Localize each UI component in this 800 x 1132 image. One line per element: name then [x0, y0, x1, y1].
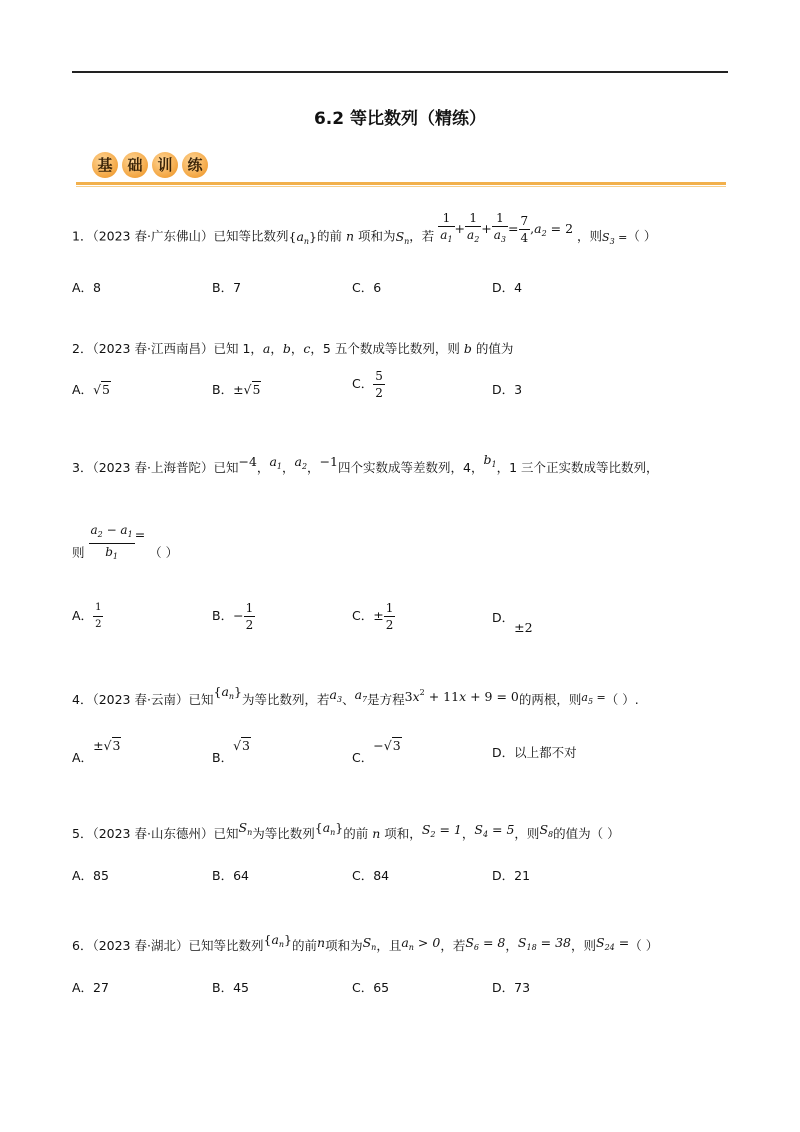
- question-text: 四个实数成等差数列，4，: [338, 460, 484, 475]
- math-var: b: [282, 341, 291, 356]
- math-sequence: $\{a_n\}$: [263, 932, 292, 949]
- math-term: −1: [319, 454, 338, 469]
- question-text: 已知 1，: [213, 341, 263, 356]
- question-2: [72, 339, 513, 357]
- question-text: ，: [270, 341, 283, 356]
- question-text: ，: [290, 341, 304, 356]
- question-number: 5．: [72, 826, 93, 841]
- option-d: D．21: [492, 868, 531, 883]
- question-source: （2023 春·广东佛山）: [92, 228, 214, 244]
- question-blank: （ ）.: [605, 692, 639, 707]
- banner-underline-thin: [76, 186, 726, 187]
- math-var: $a_2$: [294, 454, 308, 471]
- question-text: 已知: [188, 692, 214, 707]
- banner-char-3: 训: [152, 152, 178, 178]
- math-var: $a_5$ =: [581, 691, 606, 706]
- question-blank: （ ）: [629, 938, 659, 953]
- question-number: 3．: [72, 460, 93, 475]
- option-d: D．3: [492, 382, 523, 397]
- math-var: $S_n$: [362, 935, 377, 952]
- section-banner: [76, 150, 726, 186]
- math-equation: $3x^2 + 11x + 9 = 0$: [404, 688, 519, 704]
- question-number: 4．: [72, 692, 93, 707]
- math-fraction: $\frac{a_2 - a_1}{b_1}$: [90, 523, 133, 561]
- question-3: 3．（2023 春·上海普陀）已知−4，$a_1$，$a_2$，−1四个实数成等差数列，4，$b_1$，1 三个正实数成等比数列，: [72, 452, 659, 475]
- banner-underline: [76, 182, 726, 185]
- option-a: A．85: [72, 868, 109, 883]
- option-c: C． $\frac{5}{2}$: [352, 369, 383, 400]
- question-text: 为等比数列，若: [242, 692, 330, 707]
- math-var: $S_n$: [395, 228, 410, 246]
- question-text: 的前: [317, 228, 343, 244]
- math-term: −4: [238, 454, 257, 469]
- question-text: 是方程: [367, 692, 405, 707]
- page-title: 6.2 等比数列（精练）: [313, 109, 487, 129]
- option-c: C．6: [352, 280, 382, 295]
- question-text: 为等比数列: [252, 826, 315, 841]
- question-3-line2: 则 $\frac{a_2 - a_1}{b_1}$ = （ ）: [72, 522, 178, 565]
- question-number: 6．: [72, 938, 93, 953]
- question-text: ，则: [514, 826, 540, 841]
- option-d: D．4: [492, 280, 523, 295]
- question-text: 的前: [343, 826, 369, 841]
- question-text: 的前: [292, 938, 318, 953]
- question-source: （2023 春·山东德州）: [92, 826, 214, 841]
- math-equation: $\frac{1}{a_1}$ + $\frac{1}{a_2}$ + $\frac{1}{a_3}$ = $\frac{7}{4}$ $,a_2 = 2$: [440, 211, 574, 245]
- question-number: 2．: [72, 341, 93, 356]
- math-equation: $S_4 = 5$: [474, 822, 515, 839]
- header-rule: [72, 71, 728, 73]
- option-a: A． $\frac{1}{2}$: [72, 602, 102, 630]
- math-var: a: [262, 341, 271, 356]
- question-source: （2023 春·湖北）: [92, 938, 189, 953]
- question-text: 项和为: [325, 938, 363, 953]
- question-text: 的两根，则: [518, 692, 582, 707]
- question-blank: （ ）: [627, 228, 657, 244]
- question-text: ，且: [376, 938, 402, 953]
- question-text: ，则: [571, 938, 597, 953]
- question-blank: （ ）: [149, 545, 179, 560]
- math-equation: $S_{18} = 38$: [517, 935, 571, 952]
- question-number: 1．: [72, 228, 93, 244]
- option-c: C．65: [352, 980, 390, 995]
- question-1: [72, 211, 657, 256]
- question-text: ，1 三个正实数成等比数列，: [496, 460, 659, 475]
- option-a: A．±√3: [72, 738, 121, 765]
- option-b: B．7: [212, 280, 242, 295]
- math-var: $S_{24}$ =: [596, 935, 630, 952]
- option-c: C．84: [352, 868, 390, 883]
- math-var: n: [346, 228, 355, 244]
- math-var: c: [303, 341, 311, 356]
- question-text: 项和为: [358, 228, 396, 244]
- question-source: （2023 春·上海普陀）: [92, 460, 214, 475]
- math-var: $S_3$ =: [602, 230, 628, 246]
- math-var: b: [463, 341, 472, 356]
- math-var: $a_1$: [269, 454, 282, 471]
- option-d: D．±2: [492, 610, 533, 635]
- math-equation: $S_6 = 8$: [465, 935, 506, 952]
- question-text: ，若: [409, 228, 435, 244]
- math-var: $S_n$: [238, 820, 253, 837]
- banner-char-4: 练: [182, 152, 208, 178]
- option-a: A．8: [72, 280, 102, 295]
- banner-char-1: 基: [92, 152, 118, 178]
- math-var: $S_8$: [539, 822, 554, 839]
- option-c: C．± $\frac{1}{2}$: [352, 601, 394, 632]
- option-c: C．−√3: [352, 738, 401, 765]
- question-text: 项和，: [384, 826, 422, 841]
- question-6: 6．（2023 春·湖北）已知等比数列$\{a_n\}$的前n项和为$S_n$，且$a_n > 0$，若$S_6 = 8$，$S_{18} = 38$，则$S_{24}$ =（ ）: [72, 932, 659, 953]
- math-var: $a_7$: [354, 687, 368, 704]
- option-d: D．以上都不对: [492, 745, 577, 760]
- option-b: B．±√5: [212, 382, 261, 397]
- math-var: $a_3$: [329, 687, 343, 704]
- math-var: n: [372, 826, 381, 841]
- math-inequality: $a_n > 0$: [401, 935, 441, 952]
- question-text: 已知等比数列: [188, 938, 264, 953]
- math-sequence: $\{a_n\}$: [213, 684, 242, 701]
- question-blank: 的值为（ ）: [553, 826, 620, 841]
- question-4: [72, 684, 639, 709]
- question-text: ，若: [440, 938, 466, 953]
- option-b: B．45: [212, 980, 249, 995]
- question-source: （2023 春·江西南昌）: [92, 341, 214, 356]
- option-b: B．64: [212, 868, 249, 883]
- math-var: $b_1$: [483, 452, 497, 469]
- math-sequence: $\{a_n\}$: [288, 228, 317, 246]
- question-text: 则: [72, 545, 85, 560]
- option-d: D．73: [492, 980, 531, 995]
- question-5: 5．（2023 春·山东德州）已知$S_n$为等比数列$\{a_n\}$的前 n 项和，$S_2 = 1$，$S_4 = 5$，则$S_8$的值为（ ）: [72, 820, 620, 841]
- option-b: B．− $\frac{1}{2}$: [212, 601, 254, 632]
- question-text: 已知: [213, 460, 239, 475]
- question-text: 已知等比数列: [213, 228, 289, 244]
- option-b: B．√3: [212, 738, 250, 765]
- question-text: 的值为: [475, 341, 514, 356]
- question-source: （2023 春·云南）: [92, 692, 189, 707]
- math-var: n: [317, 935, 326, 950]
- math-equation: $S_2 = 1$: [421, 822, 462, 839]
- math-sequence: $\{a_n\}$: [314, 820, 344, 837]
- option-a: A．√5: [72, 382, 110, 397]
- question-text: 、: [342, 692, 355, 707]
- question-text: ，则: [577, 228, 603, 244]
- banner-char-2: 础: [122, 152, 148, 178]
- question-text: 已知: [213, 826, 239, 841]
- question-text: ，5 五个数成等比数列，则: [310, 341, 460, 356]
- option-a: A．27: [72, 980, 109, 995]
